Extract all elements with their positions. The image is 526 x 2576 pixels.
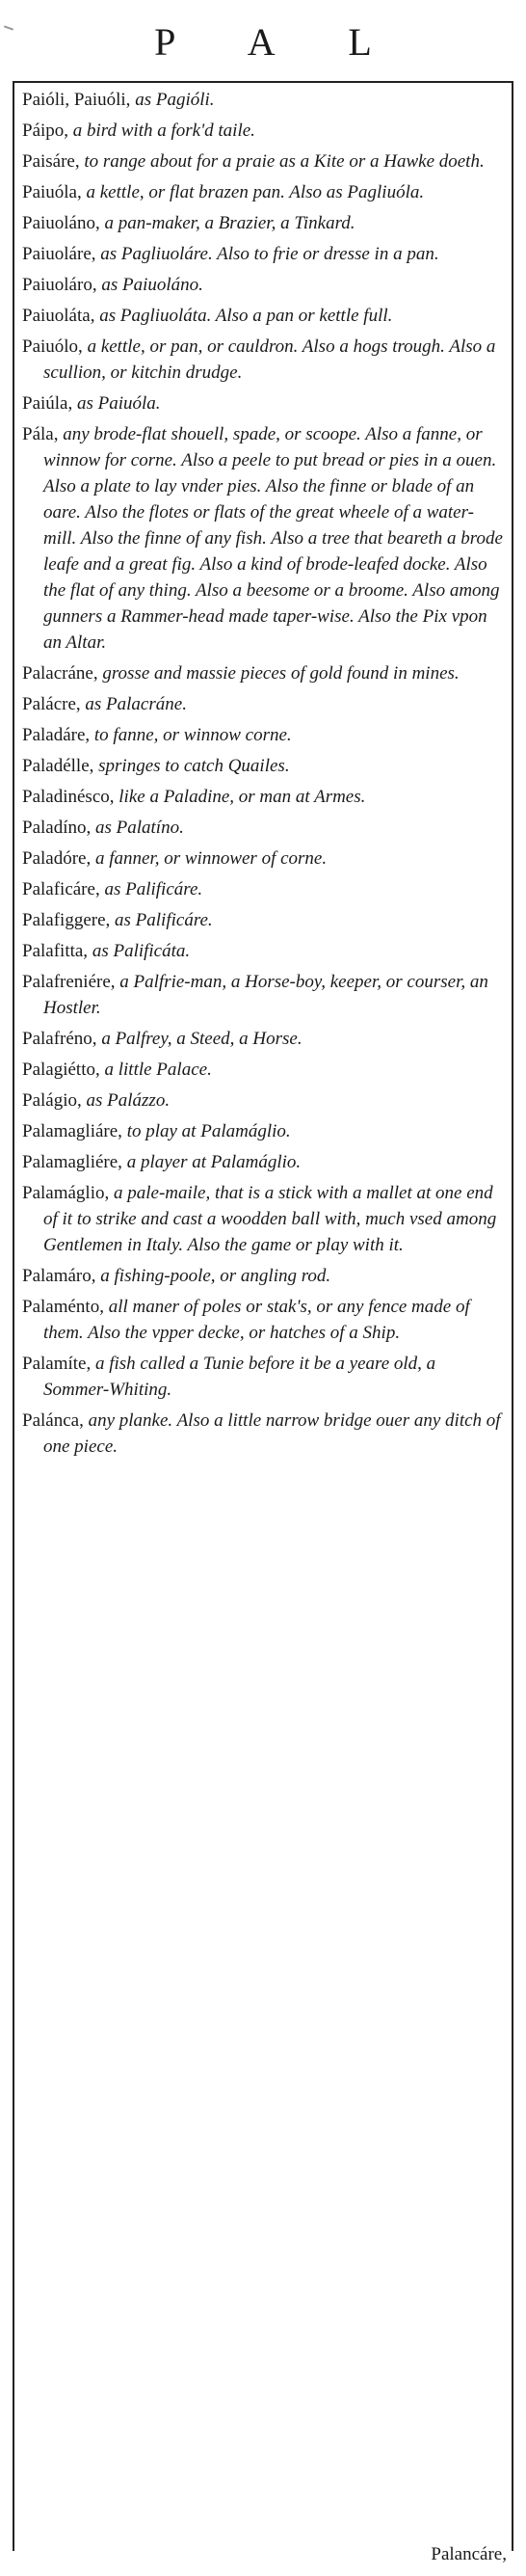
- entry-definition: grosse and massie pieces of gold found in mines.: [97, 663, 460, 684]
- entry-definition: a little Palace.: [99, 1060, 212, 1080]
- dictionary-entry: [22, 210, 504, 236]
- entry-headword: Palamáglio,: [22, 1183, 110, 1203]
- dictionary-entry: [22, 753, 504, 779]
- entry-headword: Palafitta,: [22, 941, 89, 961]
- entry-headword: Palánca,: [22, 1410, 84, 1431]
- dictionary-entry: [22, 722, 504, 748]
- entry-headword: Paladinésco,: [22, 787, 115, 807]
- entry-headword: Paladélle,: [22, 756, 94, 776]
- entry-headword: Palagiétto,: [22, 1060, 100, 1080]
- dictionary-entry: [22, 1351, 504, 1403]
- dictionary-entry: [22, 421, 504, 656]
- dictionary-entry: [22, 179, 504, 205]
- entry-headword: Palamagliére,: [22, 1152, 122, 1172]
- entry-definition: as Pagióli.: [130, 90, 215, 110]
- dictionary-entry: [22, 118, 504, 144]
- entry-definition: to fanne, or winnow corne.: [90, 725, 292, 745]
- dictionary-entry: [22, 303, 504, 329]
- dictionary-entry: [22, 1149, 504, 1175]
- entry-definition: springes to catch Quailes.: [93, 756, 290, 776]
- catchword: Palancáre,: [431, 2544, 507, 2564]
- entry-headword: Paiúla,: [22, 393, 73, 414]
- entry-headword: Pála,: [22, 424, 59, 444]
- entries-column: [13, 81, 513, 2551]
- entry-definition: all maner of poles or stak's, or any fence made of them. Also the vpper decke, or hatches of a Ship.: [43, 1297, 470, 1343]
- entry-headword: Palamagliáre,: [22, 1121, 122, 1141]
- entry-definition: as Pagliuoláre. Also to frie or dresse in a pan.: [95, 244, 439, 264]
- dictionary-entry: [22, 969, 504, 1021]
- dictionary-entry: [22, 1026, 504, 1052]
- entry-definition: like a Paladine, or man at Armes.: [114, 787, 366, 807]
- dictionary-entry: [22, 148, 504, 174]
- entry-headword: Paisáre,: [22, 151, 80, 172]
- entry-definition: to range about for a praie as a Kite or a Hawke doeth.: [79, 151, 485, 172]
- entry-definition: a fishing-poole, or angling rod.: [95, 1266, 331, 1286]
- entry-definition: as Palificáre.: [99, 879, 203, 899]
- entry-headword: Paiuólo,: [22, 336, 83, 357]
- entry-definition: a Palfrie-man, a Horse-boy, keeper, or courser, an Hostler.: [43, 972, 488, 1018]
- entry-definition: a bird with a fork'd taile.: [68, 121, 255, 141]
- entry-headword: Palágio,: [22, 1090, 82, 1111]
- entry-definition: a pale-maile, that is a stick with a mallet at one end of it to strike and cast a woodden ball with, much vsed among Gentlemen in Italy. Also the game or play with it.: [43, 1183, 497, 1255]
- entry-headword: Paladáre,: [22, 725, 91, 745]
- dictionary-entry: [22, 784, 504, 810]
- dictionary-entry: [22, 1087, 504, 1114]
- entry-definition: a kettle, or pan, or cauldron. Also a hogs trough. Also a scullion, or kitchin drudge.: [43, 336, 496, 383]
- entry-definition: as Palatíno.: [91, 818, 184, 838]
- dictionary-entry: [22, 815, 504, 841]
- entry-definition: as Palificáta.: [88, 941, 191, 961]
- entry-definition: as Palázzo.: [81, 1090, 171, 1111]
- entry-headword: Paiuoláre,: [22, 244, 96, 264]
- dictionary-entry: [22, 1294, 504, 1346]
- entry-definition: as Paiuóla.: [72, 393, 161, 414]
- entry-headword: Paióli, Paiuóli,: [22, 90, 131, 110]
- entry-headword: Palafréno,: [22, 1029, 97, 1049]
- entry-headword: Paiuoláno,: [22, 213, 100, 233]
- dictionary-entry: [22, 938, 504, 964]
- entry-definition: a fish called a Tunie before it be a yeare old, a Sommer-Whiting.: [43, 1354, 436, 1400]
- dictionary-entry: [22, 87, 504, 113]
- entry-definition: as Paiuoláno.: [96, 275, 203, 295]
- entry-definition: any planke. Also a little narrow bridge ouer any ditch of one piece.: [43, 1410, 501, 1457]
- dictionary-entry: [22, 241, 504, 267]
- entry-headword: Páipo,: [22, 121, 69, 141]
- entry-definition: a Palfrey, a Steed, a Horse.: [96, 1029, 302, 1049]
- dictionary-entry: [22, 1263, 504, 1289]
- entry-headword: Paladóre,: [22, 848, 92, 869]
- entry-headword: Palaficáre,: [22, 879, 100, 899]
- entry-definition: a kettle, or flat brazen pan. Also as Pagliuóla.: [81, 182, 425, 202]
- entry-headword: Palacráne,: [22, 663, 98, 684]
- entry-headword: Paiuoláro,: [22, 275, 97, 295]
- dictionary-entry: [22, 907, 504, 933]
- entry-definition: a player at Palamáglio.: [121, 1152, 302, 1172]
- dictionary-entry: [22, 334, 504, 386]
- dictionary-entry: [22, 272, 504, 298]
- entry-headword: Palafreniére,: [22, 972, 116, 992]
- dictionary-entry: [22, 1408, 504, 1460]
- entry-headword: Palaménto,: [22, 1297, 104, 1317]
- dictionary-entry: [22, 876, 504, 902]
- entry-headword: Palácre,: [22, 694, 81, 714]
- dictionary-entry: [22, 390, 504, 416]
- entry-headword: Paladíno,: [22, 818, 92, 838]
- dictionary-entry: [22, 1180, 504, 1258]
- dictionary-entry: [22, 660, 504, 686]
- dictionary-entry: [22, 1057, 504, 1083]
- entry-definition: as Pagliuoláta. Also a pan or kettle full.: [94, 306, 393, 326]
- entry-definition: a pan-maker, a Brazier, a Tinkard.: [99, 213, 355, 233]
- entry-definition: any brode-flat shouell, spade, or scoope. Also a fanne, or winnow for corne. Also a peele to put bread or pies in a ouen. Also a plate to lay vnder pies. Also the finne or blade of an oare. Also the flotes or flats of the great wheele of a water-mill. Also the finne of any fish. Also a tree that beareth a brode leafe and a great fig. Also a kind of brode-leafed docke. Also the flat of any thing. Also a beesome or a broome. Also among gunners a Rammer-head made taper-wise. Also the Pix vpon an Altar.: [43, 424, 503, 653]
- entry-headword: Palafiggere,: [22, 910, 111, 930]
- entry-definition: as Palacráne.: [80, 694, 187, 714]
- entry-headword: Paiuóla,: [22, 182, 82, 202]
- entry-headword: Palamíte,: [22, 1354, 92, 1374]
- entry-definition: as Palificáre.: [110, 910, 213, 930]
- dictionary-entry: [22, 845, 504, 872]
- entry-definition: to play at Palamáglio.: [121, 1121, 291, 1141]
- entry-headword: Palamáro,: [22, 1266, 96, 1286]
- entry-headword: Paiuoláta,: [22, 306, 95, 326]
- dictionary-entry: [22, 691, 504, 717]
- entry-definition: a fanner, or winnower of corne.: [91, 848, 328, 869]
- dictionary-entry: [22, 1118, 504, 1144]
- page-header: P A L: [154, 20, 405, 64]
